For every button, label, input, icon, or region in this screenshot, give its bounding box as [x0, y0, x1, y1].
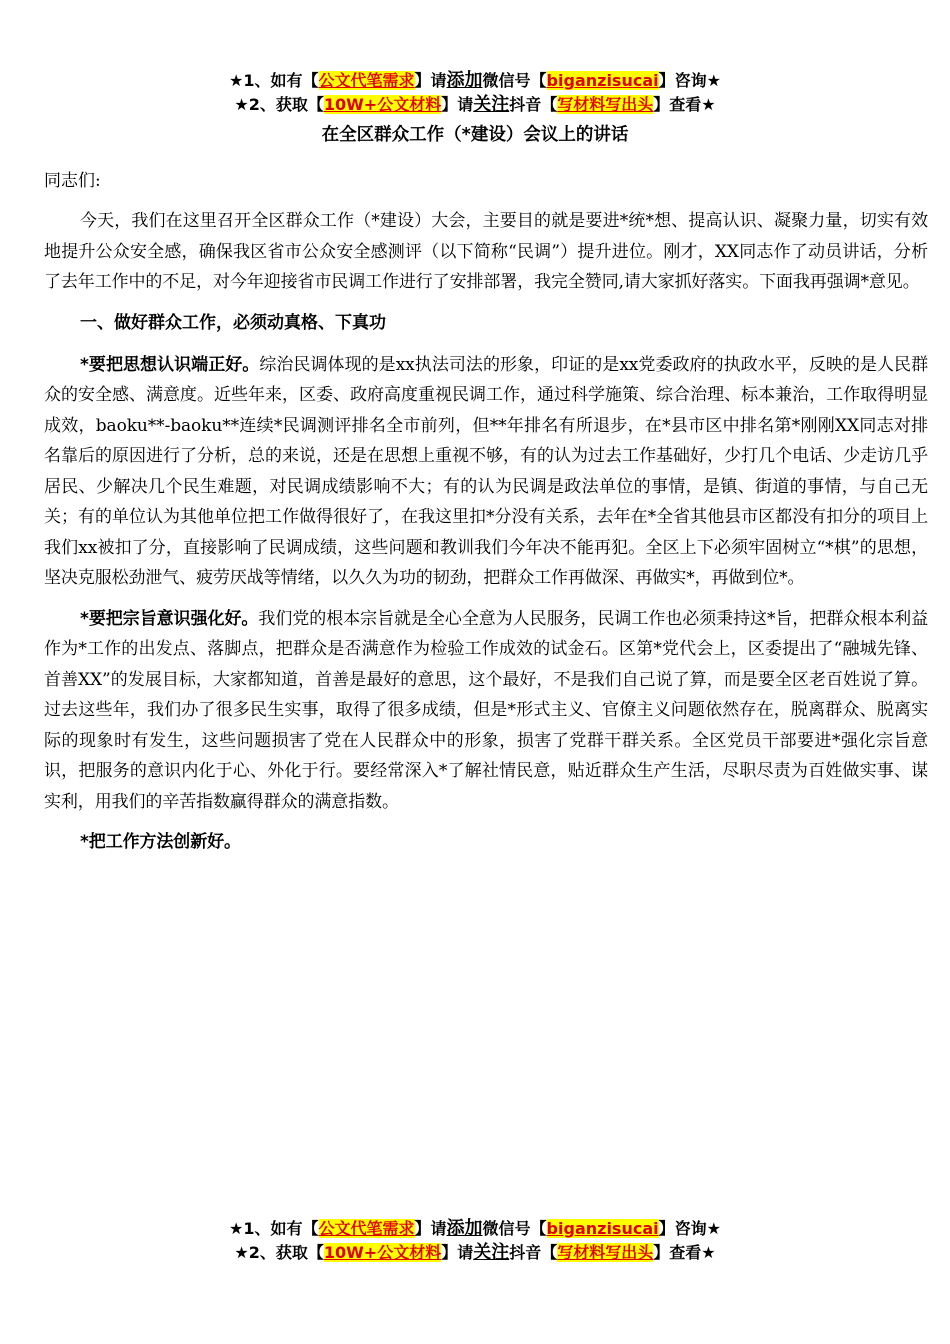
emphasis-text: 关注 — [473, 1242, 510, 1263]
douyin-account: 写材料写出头 — [557, 1243, 654, 1262]
wechat-id: biganzisucai — [546, 71, 659, 90]
promo-line-1: ★1、如有【公文代笔需求】请添加微信号【biganzisucai】咨询★ — [229, 1218, 721, 1239]
paragraph-2 — [44, 604, 928, 818]
highlight-text: 10W+公文材料 — [323, 95, 442, 114]
douyin-account: 写材料写出头 — [557, 95, 654, 114]
document-title: 在全区群众工作（*建设）会议上的讲话 — [321, 125, 629, 145]
highlight-text: 10W+公文材料 — [323, 1243, 442, 1262]
highlight-text: 公文代笔需求 — [318, 71, 415, 90]
emphasis-text: 添加 — [446, 1218, 483, 1239]
promo-line-1: ★1、如有【公文代笔需求】请添加微信号【biganzisucai】咨询★ — [229, 70, 721, 91]
section-heading-1: 一、做好群众工作，必须动真格、下真功 — [80, 312, 386, 333]
intro-paragraph: 今天，我们在这里召开全区群众工作（*建设）大会，主要目的就是要进*统*想、提高认识、凝聚力量，切实有效地提升公众安全感，确保我区省市公众安全感测评（以下简称“民调”）提升进位。刚才，XX同志作了动员讲话，分析了去年工作中的不足，对今年迎接省市民调工作进行了安排部署，我完全赞同,请大家抓好落实。下面我再强调*意见。 — [44, 211, 928, 292]
paragraph-body: 综治民调体现的是xx执法司法的形象，印证的是xx党委政府的执政水平，反映的是人民群众的安全感、满意度。近些年来，区委、政府高度重视民调工作，通过科学施策、综合治理、标本兼治，工作取得明显成效，baoku**-baoku**连续*民调测评排名全市前列，但**年排名有所退步，在*县市区中排名第*刚刚XX同志对排名靠后的原因进行了分析，总的来说，还是在思想上重视不够，有的认为过去工作基础好，少打几个电话、少走访几乎居民、少解决几个民生难题，对民调成绩影响不大；有的认为民调是政法单位的事情，是镇、街道的事情，与自己无关；有的单位认为其他单位把工作做得很好了，在我这里扣*分没有关系，去年在*全省其他县市区都没有扣分的项目上我们xx被扣了分，直接影响了民调成绩，这些问题和教训我们今年决不能再犯。全区上下必须牢固树立“*棋”的思想，坚决克服松劲泄气、疲劳厌战等情绪，以久久为功的韧劲，把群众工作再做深、再做实*，再做到位*。 — [44, 354, 928, 588]
highlight-text: 公文代笔需求 — [318, 1219, 415, 1238]
emphasis-text: 关注 — [473, 94, 510, 115]
promo-line-2: ★2、获取【10W+公文材料】请关注抖音【写材料写出头】查看★ — [234, 94, 716, 115]
paragraph-lead: *要把思想认识端正好。 — [80, 354, 260, 375]
paragraph-lead: *把工作方法创新好。 — [80, 832, 241, 852]
wechat-id: biganzisucai — [546, 1219, 659, 1238]
paragraph-3 — [44, 827, 928, 858]
paragraph-1 — [44, 350, 928, 594]
salutation: 同志们: — [44, 171, 101, 191]
promo-banner-top — [0, 69, 950, 117]
document-body — [44, 166, 928, 868]
promo-banner-bottom — [0, 1217, 950, 1265]
emphasis-text: 添加 — [446, 70, 483, 91]
promo-line-2: ★2、获取【10W+公文材料】请关注抖音【写材料写出头】查看★ — [234, 1242, 716, 1263]
paragraph-lead: *要把宗旨意识强化好。 — [80, 608, 259, 629]
paragraph-body: 我们党的根本宗旨就是全心全意为人民服务，民调工作也必须秉持这*旨，把群众根本利益作为*工作的出发点、落脚点，把群众是否满意作为检验工作成效的试金石。区第*党代会上，区委提出了“融城先锋、首善XX”的发展目标，大家都知道，首善是最好的意思，这个最好，不是我们自己说了算，而是要全区老百姓说了算。过去这些年，我们办了很多民生实事，取得了很多成绩，但是*形式主义、官僚主义问题依然存在，脱离群众、脱离实际的现象时有发生，这些问题损害了党在人民群众中的形象，损害了党群干群关系。全区党员干部要进*强化宗旨意识，把服务的意识内化于心、外化于行。要经常深入*了解社情民意，贴近群众生产生活，尽职尽责为百姓做实事、谋实利，用我们的辛苦指数赢得群众的满意指数。 — [44, 608, 928, 812]
